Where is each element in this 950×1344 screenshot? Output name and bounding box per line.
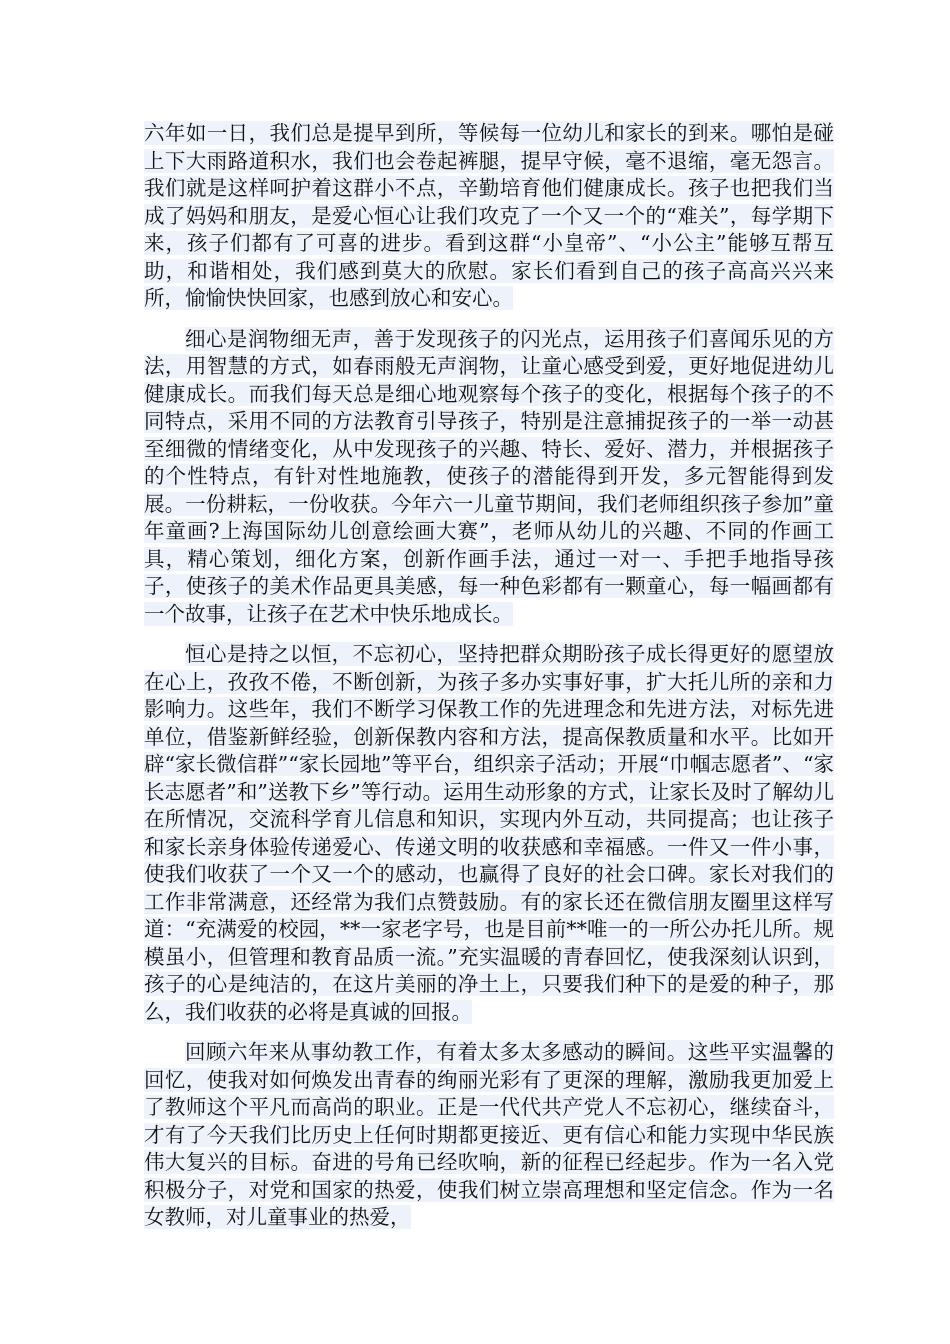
- paragraph-4-text: 回顾六年来从事幼教工作，有着太多太多感动的瞬间。这些平实温馨的回忆，使我对如何焕发出青春的绚丽光彩有了更深的理解，激励我更加爱上了教师这个平凡而高尚的职业。正是一代代共产党人不忘初心，继续奋斗，才有了今天我们比历史上任何时期都更接近、更有信心和能力实现中华民族伟大复兴的目标。奋进的号角已经吹响，新的征程已经起步。作为一名入党积极分子，对党和国家的热爱，使我们树立崇高理想和坚定信念。作为一名女教师，对儿童事业的热爱，: [144, 1040, 834, 1229]
- paragraph-3-text: 恒心是持之以恒，不忘初心，坚持把群众期盼孩子成长得更好的愿望放在心上，孜孜不倦，不断创新，为孩子多办实事好事，扩大托儿所的亲和力影响力。这些年，我们不断学习保教工作的先进理念和先进方法，对标先进单位，借鉴新鲜经验，创新保教内容和方法，提高保教质量和水平。比如开辟“家长微信群”“家长园地”等平台，组织亲子活动；开展“巾帼志愿者”、“家长志愿者”和”送教下乡”等行动。运用生动形象的方式，让家长及时了解幼儿在所情况，交流科学育儿信息和知识，实现内外互动，共同提高；也让孩子和家长亲身体验传递爱心、传递文明的收获感和幸福感。一件又一件小事，使我们收获了一个又一个的感动，也赢得了良好的社会口碑。家长对我们的工作非常满意，还经常为我们点赞鼓励。有的家长还在微信朋友圈里这样写道：“充满爱的校园，**一家老字号，也是目前**唯一的一所公办托儿所。规模虽小，但管理和教育品质一流。”充实温暖的青春回忆，使我深刻认识到，孩子的心是纯洁的，在这片美丽的净土上，只要我们种下的是爱的种子，那么，我们收获的必将是真诚的回报。: [144, 642, 834, 1024]
- document-body: [144, 120, 834, 1245]
- paragraph-1: [144, 120, 834, 313]
- paragraph-2-text: 细心是润物细无声，善于发现孩子的闪光点，运用孩子们喜闻乐见的方法，用智慧的方式，如春雨般无声润物，让童心感受到爱，更好地促进幼儿健康成长。而我们每天总是细心地观察每个孩子的变化，根据每个孩子的不同特点，采用不同的方法教育引导孩子，特别是注意捕捉孩子的一举一动甚至细微的情绪变化，从中发现孩子的兴趣、特长、爱好、潜力，并根据孩子的个性特点，有针对性地施教，使孩子的潜能得到开发，多元智能得到发展。一份耕耘，一份收获。今年六一儿童节期间，我们老师组织孩子参加”童年童画?上海国际幼儿创意绘画大赛”，老师从幼儿的兴趣、不同的作画工具，精心策划，细化方案，创新作画手法，通过一对一、手把手地指导孩子，使孩子的美术作品更具美感，每一种色彩都有一颗童心，每一幅画都有一个故事，让孩子在艺术中快乐地成长。: [144, 326, 834, 626]
- paragraph-2: [144, 326, 834, 629]
- paragraph-3: [144, 641, 834, 1026]
- paragraph-1-text: 六年如一日，我们总是提早到所，等候每一位幼儿和家长的到来。哪怕是碰上下大雨路道积水，我们也会卷起裤腿，提早守候，毫不退缩，毫无怨言。我们就是这样呵护着这群小不点，辛勤培育他们健康成长。孩子也把我们当成了妈妈和朋友，是爱心恒心让我们攻克了一个又一个的“难关”，每学期下来，孩子们都有了可喜的进步。看到这群“小皇帝”、“小公主”能够互帮互助，和谐相处，我们感到莫大的欣慰。家长们看到自己的孩子高高兴兴来所，愉愉快快回家，也感到放心和安心。: [144, 121, 834, 310]
- paragraph-4: [144, 1039, 834, 1232]
